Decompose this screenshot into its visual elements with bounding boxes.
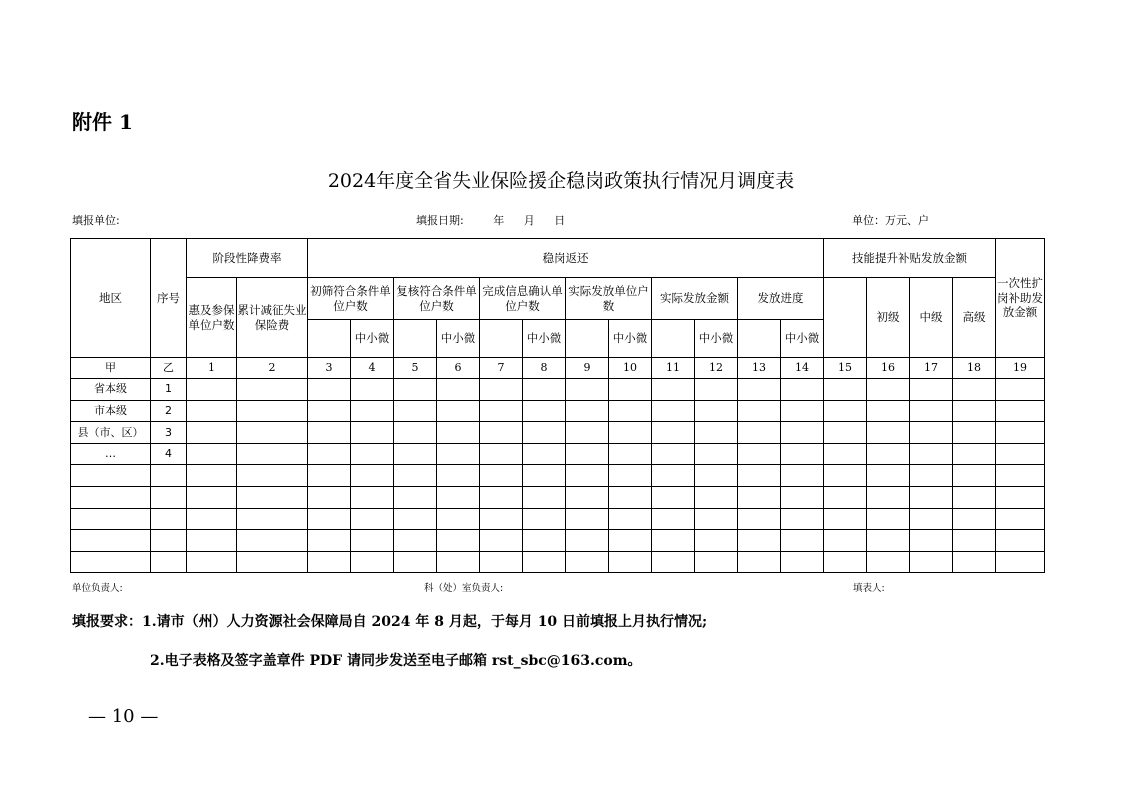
table-cell: [609, 551, 652, 573]
table-cell: [351, 486, 394, 508]
column-number: 6: [437, 358, 480, 379]
table-cell: [996, 508, 1045, 530]
table-cell: [695, 508, 738, 530]
column-number: 17: [910, 358, 953, 379]
table-cell: [652, 465, 695, 487]
row-seq: 3: [151, 422, 187, 444]
table-cell: [738, 465, 781, 487]
table-cell: [609, 422, 652, 444]
table-cell: [351, 508, 394, 530]
header-stable-paid-amount-total: [652, 320, 695, 358]
table-cell: [867, 551, 910, 573]
header-sme: 中小微: [781, 320, 824, 358]
table-cell: [824, 443, 867, 465]
table-cell: [824, 400, 867, 422]
table-cell: [394, 465, 437, 487]
header-skill-senior: 高级: [953, 278, 996, 358]
table-cell: [824, 465, 867, 487]
table-cell: [437, 400, 480, 422]
page-number: — 10 —: [88, 706, 159, 727]
table-cell: [781, 530, 824, 552]
table-cell: [824, 530, 867, 552]
table-cell: [609, 508, 652, 530]
table-cell: [695, 551, 738, 573]
column-number: 16: [867, 358, 910, 379]
table-cell: [566, 508, 609, 530]
table-cell: [351, 422, 394, 444]
table-cell: [308, 486, 351, 508]
table-cell: [609, 379, 652, 401]
fill-date-label: 填报日期:: [416, 214, 464, 227]
fill-date: [416, 212, 565, 228]
table-cell: [437, 443, 480, 465]
table-cell: [867, 530, 910, 552]
table-cell: [566, 465, 609, 487]
column-number: 3: [308, 358, 351, 379]
table-cell: [652, 530, 695, 552]
table-cell: [609, 486, 652, 508]
row-region: [71, 508, 151, 530]
table-cell: [187, 400, 237, 422]
table-cell: [824, 422, 867, 444]
table-cell: [437, 422, 480, 444]
table-cell: [237, 465, 308, 487]
table-cell: [910, 551, 953, 573]
table-cell: [523, 465, 566, 487]
row-region: [71, 465, 151, 487]
row-seq: 4: [151, 443, 187, 465]
table-cell: [781, 508, 824, 530]
row-region: 县（市、区）: [71, 422, 151, 444]
column-number: 8: [523, 358, 566, 379]
table-cell: [394, 551, 437, 573]
table-cell: [480, 443, 523, 465]
table-cell: [910, 486, 953, 508]
unit-head-label: 单位负责人:: [72, 583, 123, 594]
table-cell: [609, 400, 652, 422]
header-skill-mid: 中级: [910, 278, 953, 358]
filler-label: 填表人:: [853, 583, 885, 594]
table-cell: [867, 422, 910, 444]
table-cell: [187, 465, 237, 487]
table-cell: [652, 551, 695, 573]
report-table: [70, 238, 1045, 573]
fill-date-day: 日: [554, 214, 566, 227]
attachment-label: 附件 1: [72, 110, 133, 134]
table-cell: [695, 530, 738, 552]
table-cell: [566, 551, 609, 573]
data-rows: [71, 379, 1045, 573]
header-stable-progress: 发放进度: [738, 278, 824, 320]
table-cell: [738, 486, 781, 508]
table-cell: [781, 486, 824, 508]
header-one-time: 一次性扩岗补助发放金额: [996, 239, 1045, 358]
table-cell: [953, 551, 996, 573]
table-cell: [910, 465, 953, 487]
row-seq: [151, 508, 187, 530]
table-cell: [910, 443, 953, 465]
table-row: [71, 551, 1045, 573]
column-number: 15: [824, 358, 867, 379]
table-cell: [566, 379, 609, 401]
table-cell: [996, 422, 1045, 444]
table-cell: [695, 443, 738, 465]
table-cell: [652, 400, 695, 422]
table-cell: [652, 379, 695, 401]
table-cell: [351, 551, 394, 573]
column-number: 11: [652, 358, 695, 379]
header-group-skill: 技能提升补贴发放金额: [824, 239, 996, 278]
table-cell: [996, 465, 1045, 487]
table-cell: [781, 400, 824, 422]
table-cell: [237, 400, 308, 422]
table-cell: [738, 530, 781, 552]
row-region: [71, 486, 151, 508]
table-cell: [394, 422, 437, 444]
table-cell: [996, 530, 1045, 552]
table-cell: [237, 551, 308, 573]
header-stable-confirm: 完成信息确认单位户数: [480, 278, 566, 320]
table-cell: [237, 379, 308, 401]
table-cell: [523, 530, 566, 552]
header-rate-reduced: 累计减征失业保险费: [237, 278, 308, 358]
header-stable-review-total: [394, 320, 437, 358]
table-cell: [523, 508, 566, 530]
table-cell: [394, 443, 437, 465]
column-number: 14: [781, 358, 824, 379]
table-cell: [910, 400, 953, 422]
row-seq: 1: [151, 379, 187, 401]
header-rate-units: 惠及参保单位户数: [187, 278, 237, 358]
table-row: [71, 465, 1045, 487]
table-cell: [523, 422, 566, 444]
header-sme: 中小微: [695, 320, 738, 358]
table-cell: [237, 443, 308, 465]
table-cell: [996, 379, 1045, 401]
table-cell: [187, 551, 237, 573]
table-cell: [480, 551, 523, 573]
header-sme: 中小微: [609, 320, 652, 358]
table-cell: [566, 530, 609, 552]
table-cell: [695, 400, 738, 422]
table-cell: [566, 486, 609, 508]
column-number: 乙: [151, 358, 187, 379]
table-cell: [738, 379, 781, 401]
table-cell: [781, 465, 824, 487]
table-cell: [480, 508, 523, 530]
table-cell: [523, 486, 566, 508]
table-cell: [308, 443, 351, 465]
table-cell: [480, 379, 523, 401]
column-number: 甲: [71, 358, 151, 379]
table-cell: [187, 443, 237, 465]
table-cell: [351, 443, 394, 465]
table-cell: [437, 508, 480, 530]
header-stable-initial-total: [308, 320, 351, 358]
column-number-row: [71, 358, 1045, 379]
table-cell: [523, 551, 566, 573]
table-cell: [609, 443, 652, 465]
table-cell: [781, 422, 824, 444]
column-number: 9: [566, 358, 609, 379]
table-cell: [867, 400, 910, 422]
table-cell: [308, 422, 351, 444]
table-cell: [308, 465, 351, 487]
table-cell: [308, 508, 351, 530]
row-seq: 2: [151, 400, 187, 422]
table-cell: [308, 530, 351, 552]
table-cell: [308, 551, 351, 573]
row-seq: [151, 465, 187, 487]
table-cell: [237, 508, 308, 530]
table-cell: [738, 508, 781, 530]
table-cell: [187, 379, 237, 401]
table-cell: [609, 465, 652, 487]
table-cell: [953, 400, 996, 422]
table-cell: [781, 443, 824, 465]
column-number: 18: [953, 358, 996, 379]
table-cell: [237, 486, 308, 508]
table-cell: [910, 422, 953, 444]
table-cell: [824, 551, 867, 573]
column-number: 2: [237, 358, 308, 379]
table-cell: [351, 530, 394, 552]
table-cell: [480, 486, 523, 508]
table-cell: [652, 422, 695, 444]
table-row: [71, 530, 1045, 552]
table-cell: [308, 379, 351, 401]
fill-requirement-2: 2.电子表格及签字盖章件 PDF 请同步发送至电子邮箱 rst_sbc@163.com。: [150, 653, 642, 669]
table-cell: [394, 486, 437, 508]
table-row: [71, 400, 1045, 422]
header-stable-progress-total: [738, 320, 781, 358]
table-cell: [480, 530, 523, 552]
table-cell: [867, 443, 910, 465]
table-cell: [480, 400, 523, 422]
table-row: [71, 422, 1045, 444]
table-cell: [738, 400, 781, 422]
row-region: [71, 551, 151, 573]
table-cell: [996, 400, 1045, 422]
header-stable-initial: 初筛符合条件单位户数: [308, 278, 394, 320]
table-cell: [953, 443, 996, 465]
table-cell: [695, 379, 738, 401]
table-cell: [394, 400, 437, 422]
column-number: 5: [394, 358, 437, 379]
table-cell: [867, 486, 910, 508]
table-cell: [652, 508, 695, 530]
table-cell: [187, 508, 237, 530]
table-cell: [781, 379, 824, 401]
column-number: 1: [187, 358, 237, 379]
table-row: [71, 443, 1045, 465]
table-cell: [187, 530, 237, 552]
header-stable-paid-units: 实际发放单位户数: [566, 278, 652, 320]
table-cell: [953, 379, 996, 401]
table-cell: [566, 422, 609, 444]
table-cell: [523, 400, 566, 422]
units-note: 单位：万元、户: [852, 214, 929, 227]
row-seq: [151, 551, 187, 573]
table-cell: [910, 530, 953, 552]
column-number: 4: [351, 358, 394, 379]
table-cell: [351, 400, 394, 422]
table-cell: [738, 551, 781, 573]
fill-unit-label: 填报单位:: [72, 214, 120, 227]
table-cell: [437, 530, 480, 552]
header-sme: 中小微: [437, 320, 480, 358]
table-cell: [437, 465, 480, 487]
header-skill-total: [824, 278, 867, 358]
header-sme: 中小微: [523, 320, 566, 358]
table-cell: [910, 379, 953, 401]
table-cell: [953, 530, 996, 552]
header-group-rate: 阶段性降费率: [187, 239, 308, 278]
column-number: 10: [609, 358, 652, 379]
table-cell: [523, 443, 566, 465]
table-cell: [996, 551, 1045, 573]
table-cell: [996, 443, 1045, 465]
table-cell: [996, 486, 1045, 508]
table-cell: [824, 486, 867, 508]
table-cell: [394, 530, 437, 552]
table-cell: [738, 422, 781, 444]
table-cell: [953, 422, 996, 444]
table-cell: [437, 551, 480, 573]
table-cell: [237, 422, 308, 444]
header-region: 地区: [71, 239, 151, 358]
table-cell: [738, 443, 781, 465]
table-cell: [394, 379, 437, 401]
table-cell: [652, 486, 695, 508]
fill-date-month: 月: [523, 214, 535, 227]
table-cell: [953, 465, 996, 487]
table-cell: [437, 379, 480, 401]
document-title: 2024年度全省失业保险援企稳岗政策执行情况月调度表: [327, 170, 795, 192]
header-stable-review: 复核符合条件单位户数: [394, 278, 480, 320]
table-cell: [351, 379, 394, 401]
header-stable-paid-amount: 实际发放金额: [652, 278, 738, 320]
table-cell: [695, 465, 738, 487]
table-cell: [187, 422, 237, 444]
fill-requirement-1: 填报要求：1.请市（州）人力资源社会保障局自 2024 年 8 月起，于每月 10 日前填报上月执行情况;: [72, 614, 708, 630]
table-cell: [566, 400, 609, 422]
header-seq: 序号: [151, 239, 187, 358]
header-stable-confirm-total: [480, 320, 523, 358]
table-cell: [695, 486, 738, 508]
table-cell: [523, 379, 566, 401]
fill-date-year: 年: [493, 214, 505, 227]
row-seq: [151, 530, 187, 552]
table-cell: [867, 465, 910, 487]
row-seq: [151, 486, 187, 508]
row-region: …: [71, 443, 151, 465]
column-number: 12: [695, 358, 738, 379]
table-cell: [824, 379, 867, 401]
header-stable-paid-units-total: [566, 320, 609, 358]
header-group-stable: 稳岗返还: [308, 239, 824, 278]
table-cell: [910, 508, 953, 530]
table-cell: [609, 530, 652, 552]
table-cell: [953, 508, 996, 530]
table-cell: [867, 379, 910, 401]
table-cell: [308, 400, 351, 422]
table-cell: [187, 486, 237, 508]
table-cell: [867, 508, 910, 530]
table-row: [71, 379, 1045, 401]
table-cell: [824, 508, 867, 530]
table-row: [71, 508, 1045, 530]
table-cell: [237, 530, 308, 552]
row-region: [71, 530, 151, 552]
table-cell: [695, 422, 738, 444]
row-region: 市本级: [71, 400, 151, 422]
header-sme: 中小微: [351, 320, 394, 358]
row-region: 省本级: [71, 379, 151, 401]
table-cell: [566, 443, 609, 465]
header-skill-junior: 初级: [867, 278, 910, 358]
table-cell: [781, 551, 824, 573]
column-number: 13: [738, 358, 781, 379]
table-cell: [953, 486, 996, 508]
table-cell: [351, 465, 394, 487]
table-cell: [480, 465, 523, 487]
column-number: 19: [996, 358, 1045, 379]
column-number: 7: [480, 358, 523, 379]
section-head-label: 科（处）室负责人:: [424, 583, 504, 594]
table-row: [71, 486, 1045, 508]
table-cell: [480, 422, 523, 444]
table-cell: [437, 486, 480, 508]
table-cell: [652, 443, 695, 465]
table-cell: [394, 508, 437, 530]
